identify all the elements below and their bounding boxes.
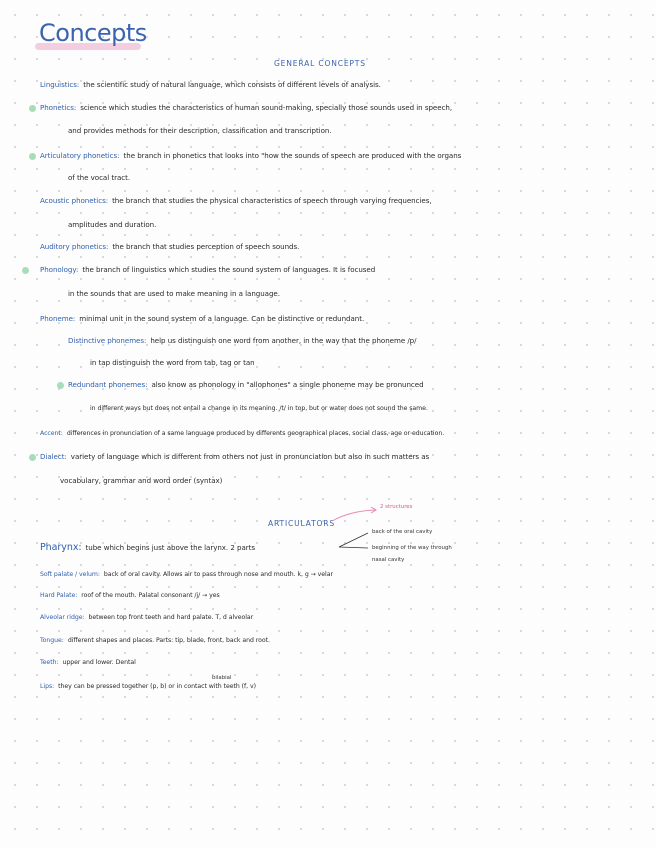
distinctive-line-2: in tap distinguish the word from tab, tag or tan [90,358,255,367]
dialect-text: variety of language which is different from others not just in pronunciation but also in such matters as [70,452,430,461]
branch-item-1: back of the oral cavity [372,529,433,535]
redundant-line [68,380,424,389]
phonetics-line [40,103,452,112]
branch-item-2: beginning of the way through [372,545,452,551]
alveolar-text: between top front teeth and hard palate. T, d alveolar [88,614,254,621]
bullet-dot [57,382,64,389]
phonology-line-2: in the sounds that are used to make meaning in a language. [68,289,280,298]
acoustic-text: the branch that studies the physical characteristics of speech through varying frequencies, [112,196,432,205]
accent-text: differences in pronunciation of a same language produced by differents geographical places, social class, age or education. [66,430,445,437]
auditory-text: the branch that studies perception of speech sounds. [112,242,300,251]
articulatory-line [40,151,461,160]
bullet-dot [22,267,29,274]
hard-palate-term: Hard Palate: [40,592,78,599]
phonetics-term: Phonetics: [40,103,77,112]
tongue-term: Tongue: [40,637,64,644]
tongue-text: different shapes and places. Parts: tip, blade, front, back and root. [67,637,270,644]
bullet-dot [29,105,36,112]
acoustic-line [40,196,432,205]
acoustic-line-2: amplitudes and duration. [68,220,157,229]
distinctive-term: Distinctive phonemes: [68,336,147,345]
phonetics-text: science which studies the characteristics of human sound-making, specially those sounds used in speech, [80,103,453,112]
pharynx-text: tube which begins just above the larynx. 2 parts [85,543,256,552]
pharynx-term: Pharynx: [40,542,82,553]
lips-term: Lips: [40,683,55,690]
soft-palate-text: back of oral cavity. Allows air to pass through nose and mouth. k, g → velar [103,571,333,578]
bullet-dot [29,454,36,461]
phoneme-text: minimal unit in the sound system of a language. Can be distinctive or redundant. [79,314,365,323]
phonology-line [40,265,375,274]
redundant-text: also know as phonology in "allophones" a single phoneme may be pronunced [151,380,424,389]
lips-text: they can be pressed together (p, b) or in contact with teeth (f, v) [58,683,256,690]
articulatory-line-2: of the vocal tract. [68,173,131,182]
teeth-term: Teeth: [40,659,59,666]
phonology-term: Phonology: [40,265,79,274]
annotation-arrow [330,505,390,525]
tongue-line [40,637,270,644]
phonology-text: the branch of linguistics which studies the sound system of languages. It is focused [82,265,376,274]
bullet-dot [29,153,36,160]
accent-term: Accent: [40,430,63,437]
phoneme-line [40,314,364,323]
dialect-line [40,452,429,461]
articulatory-text: the branch in phonetics that looks into "how the sounds of speech are produced with the organs [123,151,462,160]
phoneme-term: Phoneme: [40,314,76,323]
soft-palate-line [40,571,333,578]
auditory-line [40,242,299,251]
dialect-term: Dialect: [40,452,67,461]
branch-item-2b: nasal cavity [372,557,405,563]
bilabial-note: bilabial [212,675,232,681]
redundant-line-2: in different ways but does not entail a change in its meaning. /t/ in top, but or water does not sound the same. [90,405,428,412]
page-title: Concepts [39,19,147,47]
distinctive-text: help us distinguish one word from another, in the way that the phoneme /p/ [150,336,417,345]
articulatory-term: Articulatory phonetics: [40,151,120,160]
accent-line [40,430,444,437]
teeth-text: upper and lower. Dental [62,659,136,666]
teeth-line [40,659,136,666]
general-concepts-heading: GENERAL CONCEPTS [274,59,366,68]
redundant-term: Redundant phonemes: [68,380,148,389]
distinctive-line [68,336,416,345]
auditory-term: Auditory phonetics: [40,242,109,251]
dialect-line-2: vocabulary, grammar and word order (syntax) [60,476,223,485]
alveolar-term: Alveolar ridge: [40,614,85,621]
structures-annotation: 2 structures [380,504,413,510]
linguistics-text: the scientific study of natural language, which consists of different levels of analysis. [83,80,381,89]
phonetics-line-2: and provides methods for their description, classification and transcription. [68,126,332,135]
branch-bracket [338,530,372,560]
articulators-heading: ARTICULATORS [268,519,335,528]
lips-line [40,683,256,690]
linguistics-line [40,80,381,89]
alveolar-line [40,614,253,621]
hard-palate-text: roof of the mouth. Palatal consonant /j/ → yes [81,592,220,599]
pharynx-line [40,542,255,553]
linguistics-term: Linguistics: [40,80,80,89]
soft-palate-term: Soft palate / velum: [40,571,100,578]
acoustic-term: Acoustic phonetics: [40,196,109,205]
hard-palate-line [40,592,220,599]
